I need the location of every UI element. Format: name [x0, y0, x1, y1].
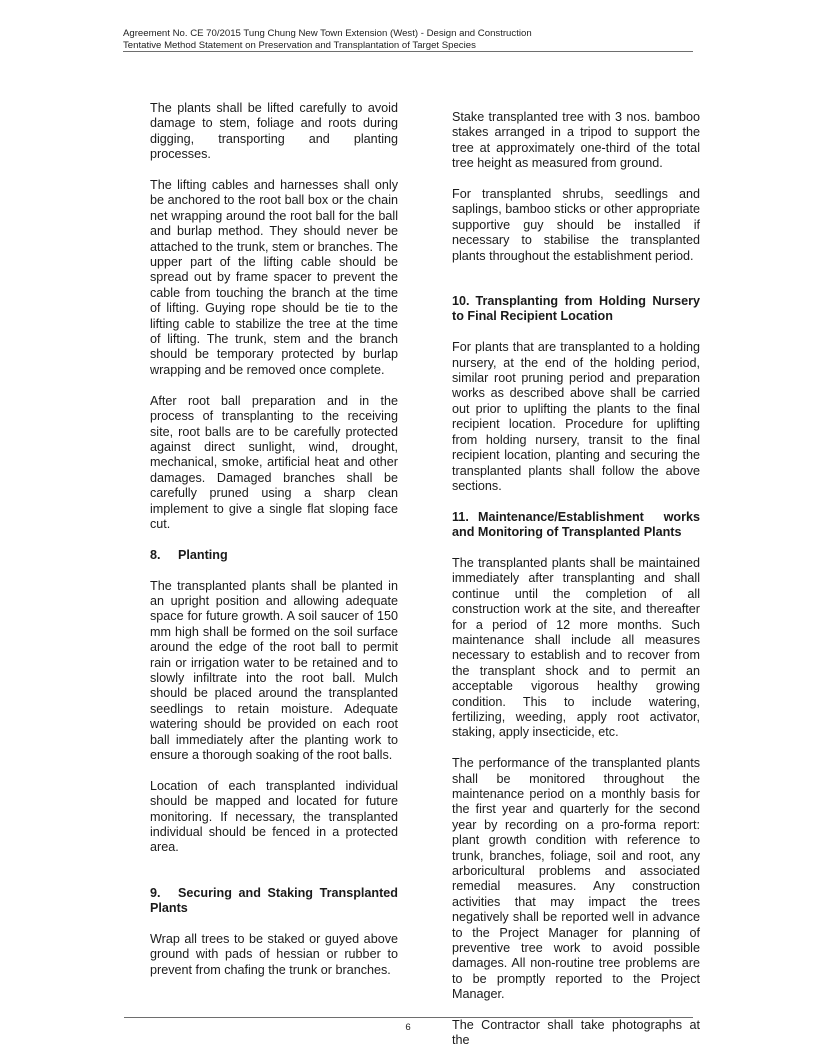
paragraph-root-ball-protection: After root ball preparation and in the process of transplanting to the receiving site, root balls are to be carefully protected against direct sunlight, wind, drought, mechanical, smoke, artificial heat and other damages. Damaged branches shall be carefully pruned using a sharp clean implement to give a single flat sloping face cut.: [150, 393, 398, 531]
paragraph-maintenance: The transplanted plants shall be maintained immediately after transplanting and shall continue until the completion of all construction work at the site, and thereafter for a period of 12 more months. Such maintenance shall include all measures necessary to establish and to recover from the transplant shock and to permit an acceptable vigorous healthy growing condition. This to include watering, fertilizing, weeding, apply root activator, staking, apply insecticide, etc.: [452, 555, 700, 740]
section-number: 11.: [452, 509, 469, 524]
section-heading-planting: [150, 548, 398, 563]
section-title: Planting: [178, 547, 228, 562]
paragraph-stake-tripod: Stake transplanted tree with 3 nos. bamboo stakes arranged in a tripod to support the tree at approximately one-third of the total tree height as measured from ground.: [452, 110, 700, 171]
running-header: [123, 28, 693, 52]
paragraph-lifting-care: The plants shall be lifted carefully to avoid damage to stem, foliage and roots during digging, transporting and planting processes.: [150, 101, 398, 162]
section-title: Transplanting from Holding Nursery to Final Recipient Location: [452, 294, 700, 324]
section-heading-securing-staking: [150, 886, 398, 917]
section-number: 9.: [150, 885, 161, 900]
section-heading-maintenance: [452, 510, 700, 541]
left-column: [150, 101, 398, 994]
section-heading-holding-nursery: [452, 294, 700, 325]
page-number: 6: [405, 1022, 411, 1033]
header-document-title: Tentative Method Statement on Preservation and Transplantation of Target Species: [123, 40, 693, 53]
paragraph-photographs: The Contractor shall take photographs at the: [452, 1018, 700, 1048]
paragraph-location-mapping: Location of each transplanted individual should be mapped and located for future monitoring. If necessary, the transplanted individual should be fenced in a protected area.: [150, 778, 398, 855]
header-agreement-line: Agreement No. CE 70/2015 Tung Chung New Town Extension (West) - Design and Construction: [123, 28, 532, 39]
paragraph-wrap-trees: Wrap all trees to be staked or guyed above ground with pads of hessian or rubber to prevent from chafing the trunk or branches.: [150, 932, 398, 977]
right-column: [452, 110, 700, 1064]
paragraph-shrub-support: For transplanted shrubs, seedlings and saplings, bamboo sticks or other appropriate supportive guy should be installed if necessary to stabilise the transplanted plants throughout the establishment period.: [452, 187, 700, 263]
section-number: 10.: [452, 294, 470, 309]
section-number: 8.: [150, 547, 161, 562]
paragraph-holding-nursery: For plants that are transplanted to a holding nursery, at the end of the holding period, similar root pruning period and preparation works as described above shall be carried out prior to uplifting the plants to the final recipient location. Procedure for uplifting from holding nursery, transit to the final recipient location, planting and securing the transplanted plants shall follow the above sections.: [452, 340, 700, 493]
paragraph-lifting-cables: The lifting cables and harnesses shall only be anchored to the root ball box or the chain net wrapping around the root ball for the ball and burlap method. They should never be attached to the trunk, stem or branches. The upper part of the lifting cable should be spread out by frame spacer to prevent the cable from touching the branch at the time of lifting. Guying rope should be tie to the lifting cable to stabilize the tree at the time of lifting. The trunk, stem and the branch should be temporary protected by burlap wrapping and be removed once complete.: [150, 178, 398, 377]
section-title: Securing and Staking Transplanted Plants: [150, 885, 398, 916]
paragraph-planting: The transplanted plants shall be planted in an upright position and allowing adequate space for future growth. A soil saucer of 150 mm high shall be formed on the soil surface around the edge of the root ball to permit rain or irrigation water to be retained and to slowly infiltrate into the root ball. Mulch should be placed around the transplanted seedlings to retain moisture. Adequate watering should be provided on each root ball immediately after the planting work to ensure a thorough soaking of the root balls.: [150, 578, 398, 762]
footer-rule: [124, 1017, 693, 1018]
section-title: Maintenance/Establishment works and Monitoring of Transplanted Plants: [452, 509, 700, 540]
paragraph-monitoring: The performance of the transplanted plants shall be monitored throughout the maintenance period on a monthly basis for the first year and quarterly for the second year by recording on a pro-forma report: plant growth condition with reference to trunk, branches, foliage, soil and root, any arboricultural problems and associated remedial measures. Any construction activities that may impact the trees negatively shall be reported well in advance to the Project Manager for planning of preventive tree work to avoid possible damages. All non-routine tree problems are to be promptly reported to the Project Manager.: [452, 756, 700, 1002]
